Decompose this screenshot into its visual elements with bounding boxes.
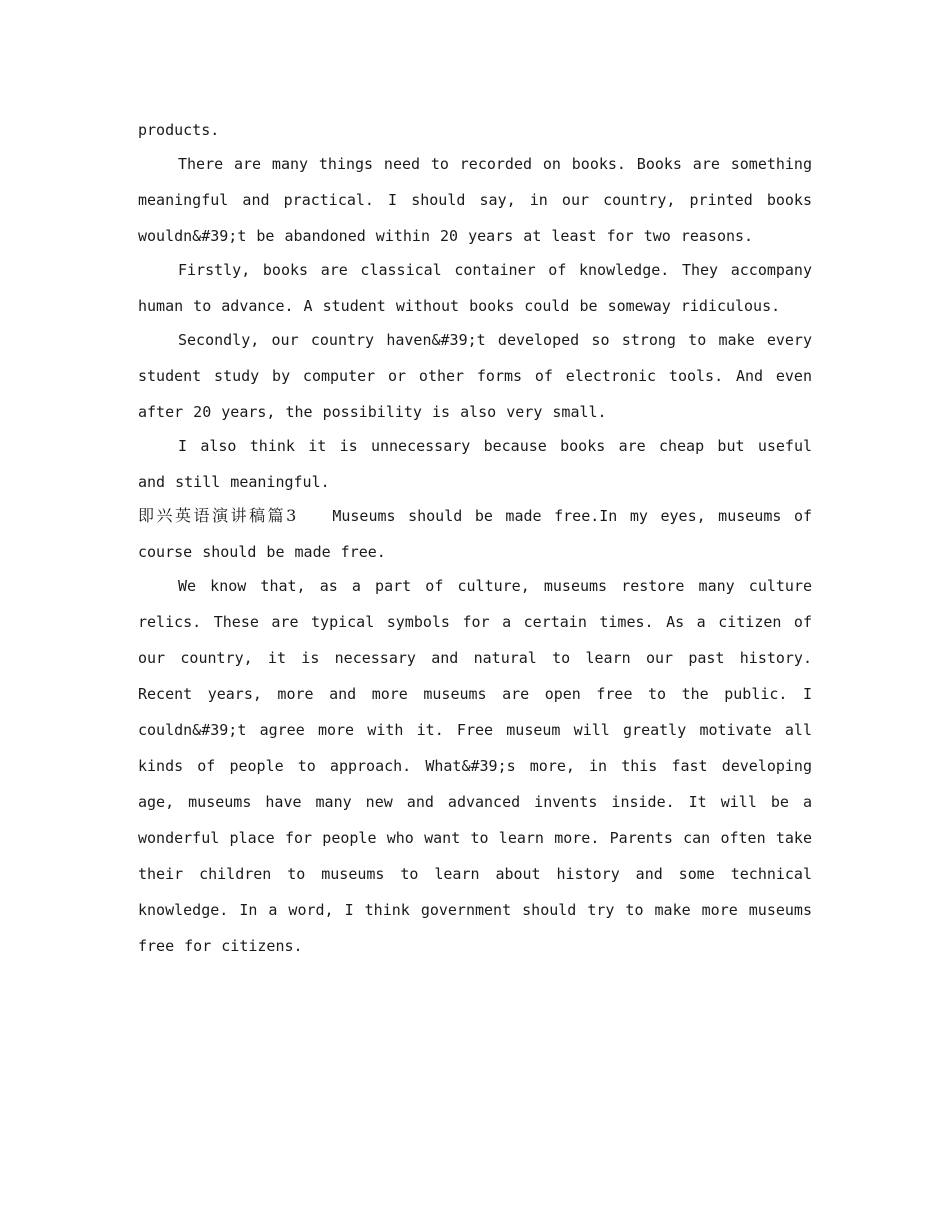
document-body bbox=[138, 112, 812, 962]
section-3-heading: 即兴英语演讲稿篇3 bbox=[138, 506, 297, 525]
paragraph-secondly: Secondly, our country haven&#39;t developed so strong to make every student study by computer or other forms of electronic tools. And even after 20 years, the possibility is also very small. bbox=[138, 331, 812, 421]
paragraph-museums-culture: We know that, as a part of culture, museums restore many culture relics. These are typical symbols for a certain times. As a citizen of our country, it is necessary and natural to learn our past history. Recent years, more and more museums are open free to the public. I couldn&#39;t agree more with it. Free museum will greatly motivate all kinds of people to approach. What&#39;s more, in this fast developing age, museums have many new and advanced invents inside. It will be a wonderful place for people who want to learn more. Parents can often take their children to museums to learn about history and some technical knowledge. In a word, I think government should try to make more museums free for citizens. bbox=[138, 577, 812, 955]
paragraph-books-recorded: There are many things need to recorded on books. Books are something meaningful and practical. I should say, in our country, printed books wouldn&#39;t be abandoned within 20 years at least for two reasons. bbox=[138, 155, 812, 245]
section-3-intro: Museums should be made free.In my eyes, museums of course should be made free. bbox=[138, 507, 812, 561]
paragraph-products: products. bbox=[138, 121, 220, 139]
section-3-paragraph bbox=[138, 498, 812, 570]
paragraph-firstly: Firstly, books are classical container of knowledge. They accompany human to advance. A student without books could be someway ridiculous. bbox=[138, 261, 812, 315]
paragraph-unnecessary: I also think it is unnecessary because books are cheap but useful and still meaningful. bbox=[138, 437, 812, 491]
